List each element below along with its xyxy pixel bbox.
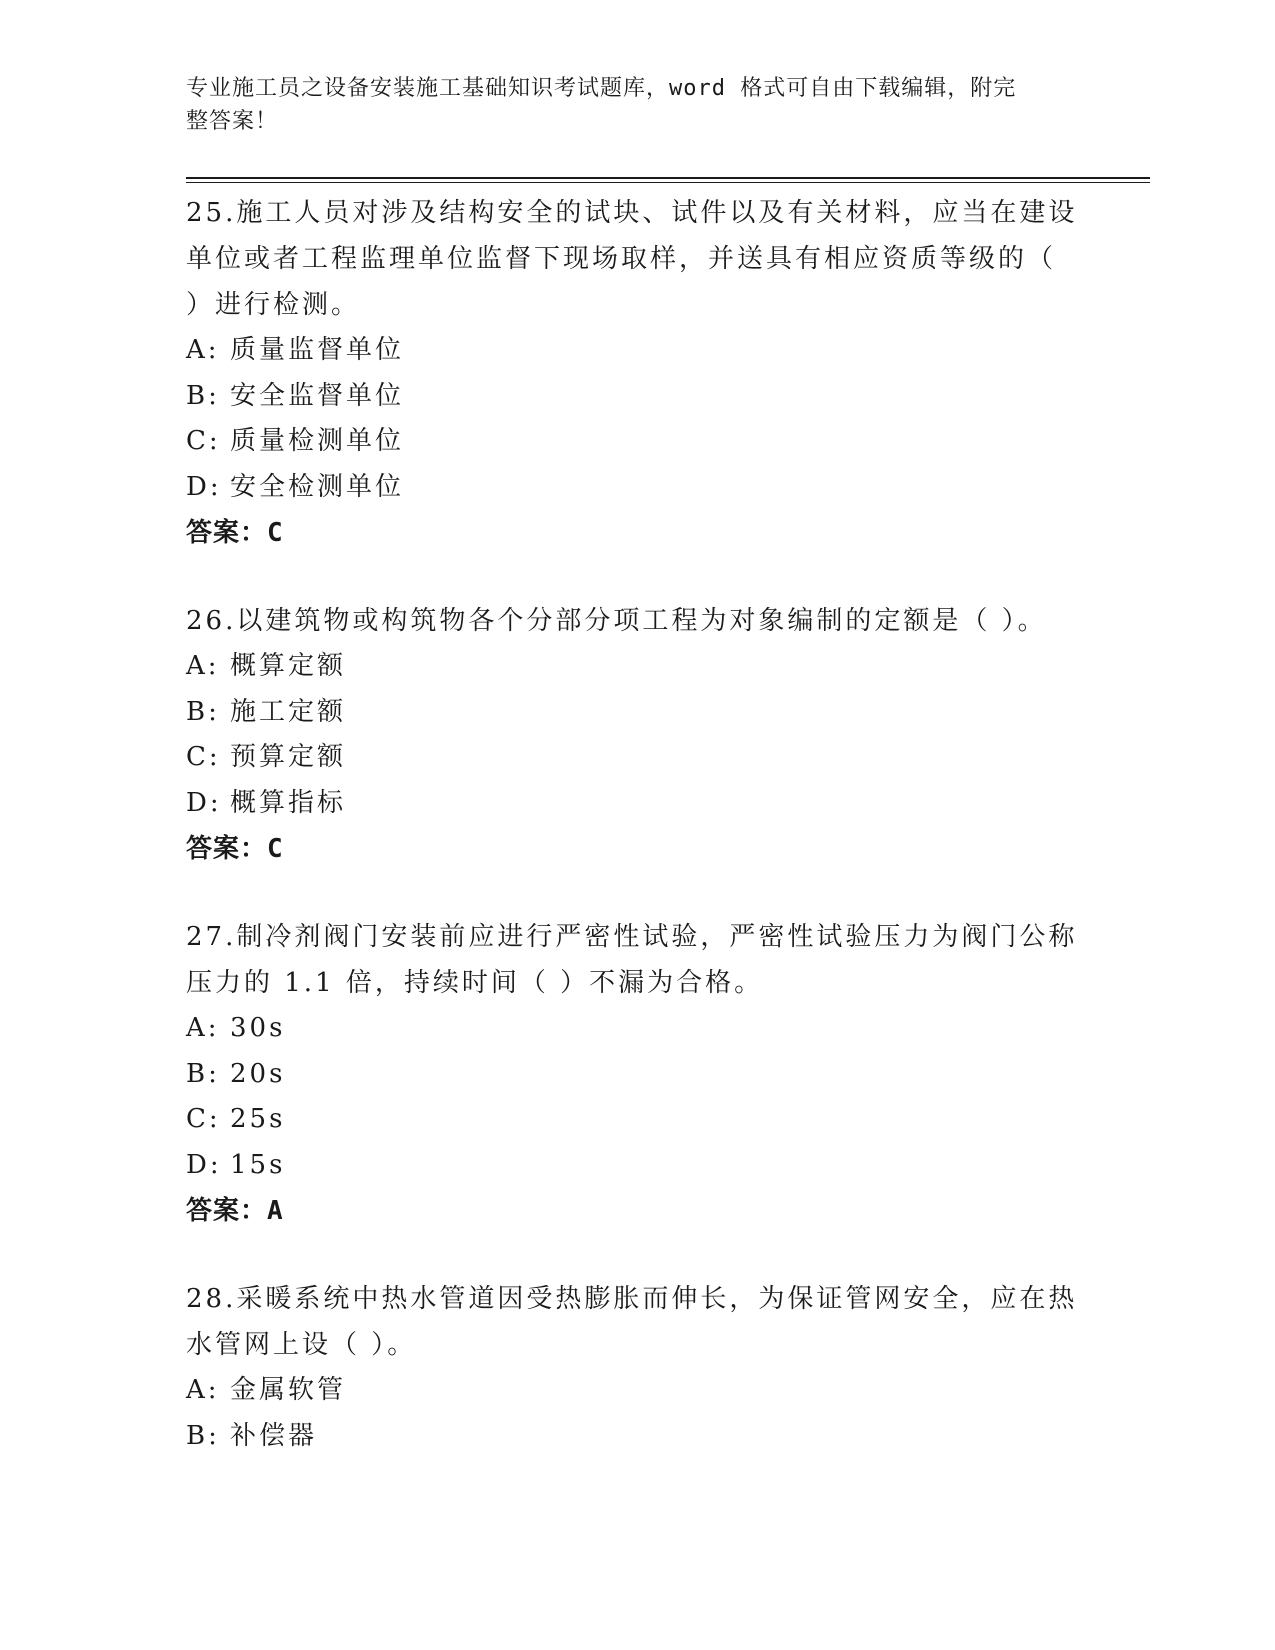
option-letter: B: [186, 1058, 220, 1089]
option-c [186, 419, 1086, 465]
option-text: 质量监督单位 [230, 335, 405, 365]
option-text: 20s [230, 1058, 286, 1089]
question-28-line-2: 水管网上设（ ）。 [186, 1330, 417, 1360]
document-header [186, 72, 1066, 138]
option-text: 概算指标 [230, 787, 347, 818]
answer-value: A [267, 1196, 284, 1226]
question-25-line-1: 25.施工人员对涉及结构安全的试块、试件以及有关材料，应当在建设 [186, 198, 1078, 228]
answer-value: C [267, 834, 284, 864]
option-letter: B: [186, 1420, 220, 1451]
option-letter: D: [186, 471, 222, 502]
option-text: 30s [230, 1013, 286, 1043]
question-27-line-2: 压力的 1.1 倍，持续时间（ ）不漏为合格。 [186, 968, 764, 998]
option-text: 预算定额 [230, 742, 347, 772]
option-d [186, 1143, 1086, 1189]
question-27 [186, 914, 1086, 1234]
option-b [186, 1052, 1086, 1098]
option-letter: C: [186, 1104, 221, 1134]
question-25-line-3: ）进行检测。 [186, 290, 361, 320]
option-letter: A: [186, 1013, 220, 1043]
option-text: 安全检测单位 [230, 471, 405, 502]
option-text: 15s [230, 1149, 286, 1180]
header-divider-thin [186, 182, 1150, 183]
option-b [186, 690, 1086, 736]
question-25 [186, 190, 1086, 556]
answer-label: 答案： [186, 834, 268, 864]
option-letter: B: [186, 380, 220, 411]
header-line-2: 整答案！ [186, 109, 279, 134]
option-letter: A: [186, 335, 220, 365]
option-a [186, 644, 1086, 690]
answer-line [186, 1188, 1086, 1234]
question-26 [186, 598, 1086, 872]
answer-line [186, 826, 1086, 872]
option-c [186, 735, 1086, 781]
option-letter: C: [186, 426, 221, 456]
option-a [186, 1368, 1086, 1414]
header-divider-thick [186, 177, 1150, 179]
question-26-line-1: 26.以建筑物或构筑物各个分部分项工程为对象编制的定额是（ ）。 [186, 606, 1047, 636]
answer-label: 答案： [186, 1196, 268, 1226]
option-letter: B: [186, 696, 220, 727]
option-letter: D: [186, 787, 222, 818]
answer-label: 答案： [186, 518, 268, 548]
option-b [186, 374, 1086, 420]
option-a [186, 328, 1086, 374]
option-text: 质量检测单位 [230, 426, 405, 456]
question-27-line-1: 27.制冷剂阀门安装前应进行严密性试验，严密性试验压力为阀门公称 [186, 922, 1078, 952]
option-text: 安全监督单位 [230, 380, 405, 411]
question-28 [186, 1276, 1086, 1459]
option-text: 金属软管 [230, 1375, 347, 1405]
option-text: 25s [230, 1104, 286, 1134]
question-list [186, 190, 1086, 1459]
option-text: 概算定额 [230, 651, 347, 681]
question-28-line-1: 28.采暖系统中热水管道因受热膨胀而伸长，为保证管网安全，应在热 [186, 1284, 1078, 1314]
option-c [186, 1097, 1086, 1143]
option-text: 补偿器 [230, 1420, 318, 1451]
answer-line [186, 510, 1086, 556]
option-d [186, 465, 1086, 511]
option-d [186, 781, 1086, 827]
answer-value: C [267, 518, 284, 548]
question-25-line-2: 单位或者工程监理单位监督下现场取样，并送具有相应资质等级的（ [186, 244, 1057, 274]
option-letter: A: [186, 651, 220, 681]
option-letter: A: [186, 1375, 220, 1405]
option-letter: D: [186, 1149, 222, 1180]
header-line-1: 专业施工员之设备安装施工基础知识考试题库，word 格式可自由下载编辑，附完 [186, 76, 1017, 101]
option-a [186, 1006, 1086, 1052]
option-letter: C: [186, 742, 221, 772]
option-text: 施工定额 [230, 696, 347, 727]
option-b [186, 1414, 1086, 1460]
